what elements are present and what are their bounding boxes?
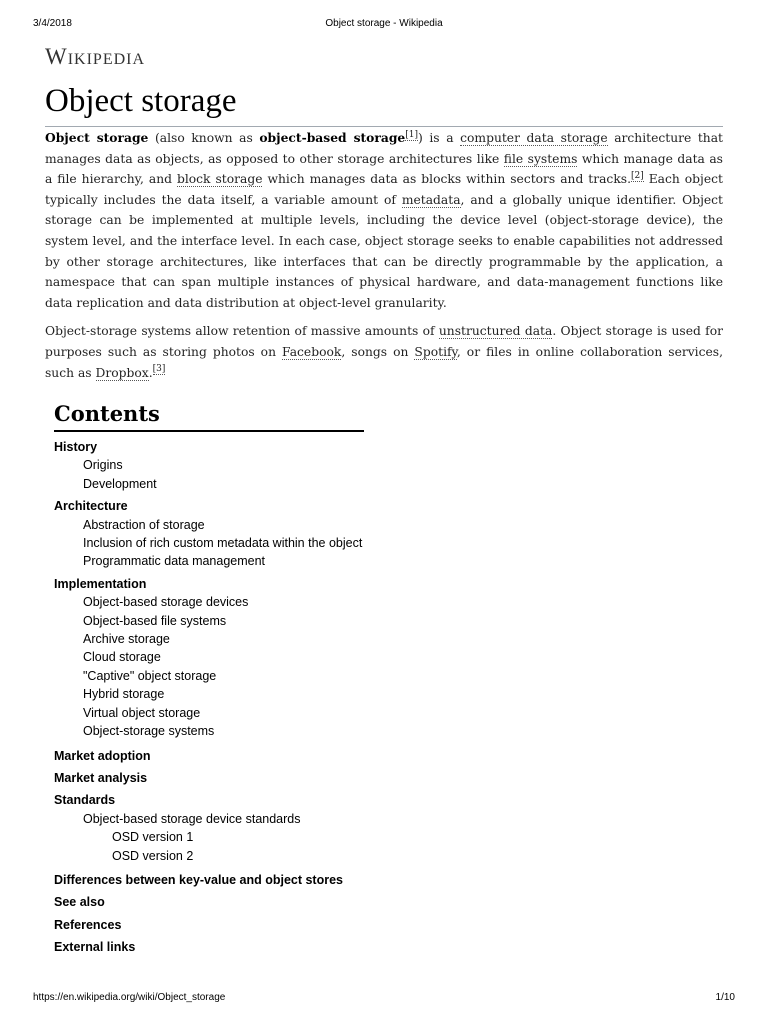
- toc-item-object-based-storage-devices[interactable]: Object-based storage devices: [83, 595, 249, 610]
- toc-item-see-also[interactable]: See also: [54, 895, 105, 910]
- toc-item-object-based-file-systems[interactable]: Object-based file systems: [83, 613, 227, 628]
- term-object-storage: Object storage: [45, 130, 149, 145]
- toc-item-implementation[interactable]: Implementation: [54, 576, 147, 591]
- toc-item-osd-version-2[interactable]: OSD version 2: [112, 848, 194, 863]
- page-title: Object storage: [45, 78, 723, 127]
- print-date: 3/4/2018: [33, 18, 72, 29]
- print-url: https://en.wikipedia.org/wiki/Object_storage: [33, 992, 226, 1003]
- reference-link[interactable]: [3]: [152, 364, 166, 375]
- print-footer: [33, 992, 735, 1006]
- toc-item-market-analysis[interactable]: Market analysis: [54, 770, 148, 785]
- link-computer-data-storage[interactable]: computer data storage: [460, 131, 608, 145]
- wikipedia-wordmark: Wikipedia: [45, 44, 146, 69]
- toc-item-cloud-storage[interactable]: Cloud storage: [83, 650, 161, 665]
- toc-item-rich-custom-metadata[interactable]: Inclusion of rich custom metadata within the object: [83, 536, 363, 551]
- link-metadata[interactable]: metadata: [401, 192, 461, 207]
- print-page-number: 1/10: [715, 992, 735, 1003]
- link-file-systems[interactable]: file systems: [503, 151, 578, 166]
- table-of-contents: [54, 401, 364, 957]
- intro-paragraph-1: Object storage (also known as object-based storage[1]) is a computer data storage architecture that manages data as objects, as opposed to other storage architectures like file systems which manage data as a file hierarchy, and block storage which manages data as blocks within sectors and tracks.[2] Each object typically includes the data itself, a variable amount of metadata, and a globally unique identifier. Object storage can be implemented at multiple levels, including the device level (object-storage device), the system level, and the interface level. In each case, object storage seeks to enable capabilities not addressed by other storage architectures, like interfaces that can be directly programmable by the application, a namespace that can span multiple instances of physical hardware, and data-management functions like data replication and data distribution at object-level granularity.: [45, 129, 723, 310]
- toc-item-osd-standards[interactable]: Object-based storage device standards: [83, 811, 301, 826]
- link-dropbox[interactable]: Dropbox: [95, 365, 149, 380]
- toc-item-virtual-object-storage[interactable]: Virtual object storage: [83, 705, 201, 720]
- toc-title: Contents: [54, 401, 364, 432]
- toc-item-captive-object-storage[interactable]: "Captive" object storage: [83, 668, 217, 683]
- toc-item-programmatic-data-management[interactable]: Programmatic data management: [83, 554, 266, 569]
- toc-item-development[interactable]: Development: [83, 476, 157, 491]
- reference-link[interactable]: [2]: [631, 171, 644, 182]
- article-body: [45, 128, 723, 391]
- intro-paragraph-2: Object-storage systems allow retention of massive amounts of unstructured data. Object storage is used for purposes such as storing photos on Facebook, songs on Spotify, or files in online collaboration services, such as Dropbox.[3]: [45, 324, 723, 380]
- toc-item-object-storage-systems[interactable]: Object-storage systems: [83, 724, 215, 739]
- toc-item-hybrid-storage[interactable]: Hybrid storage: [83, 687, 165, 702]
- print-title: Object storage - Wikipedia: [325, 18, 443, 29]
- toc-item-osd-version-1[interactable]: OSD version 1: [112, 830, 194, 845]
- link-block-storage[interactable]: block storage: [176, 172, 263, 187]
- print-header: [33, 18, 735, 32]
- toc-item-abstraction-of-storage[interactable]: Abstraction of storage: [83, 517, 205, 532]
- toc-item-market-adoption[interactable]: Market adoption: [54, 748, 151, 763]
- link-facebook[interactable]: Facebook: [282, 344, 342, 359]
- toc-item-references[interactable]: References: [54, 917, 122, 932]
- link-unstructured-data[interactable]: unstructured data: [438, 324, 553, 339]
- toc-item-differences-key-value[interactable]: Differences between key-value and object stores: [54, 872, 343, 887]
- toc-item-archive-storage[interactable]: Archive storage: [83, 632, 170, 647]
- toc-item-architecture[interactable]: Architecture: [54, 499, 128, 514]
- wikipedia-logo[interactable]: [45, 44, 145, 70]
- reference-link[interactable]: [1]: [405, 129, 418, 140]
- term-object-based-storage: object-based storage: [259, 130, 406, 145]
- toc-item-history[interactable]: History: [54, 440, 98, 454]
- toc-item-standards[interactable]: Standards: [54, 793, 116, 808]
- toc-item-external-links[interactable]: External links: [54, 940, 136, 955]
- toc-item-origins[interactable]: Origins: [83, 458, 123, 473]
- link-spotify[interactable]: Spotify: [414, 344, 457, 359]
